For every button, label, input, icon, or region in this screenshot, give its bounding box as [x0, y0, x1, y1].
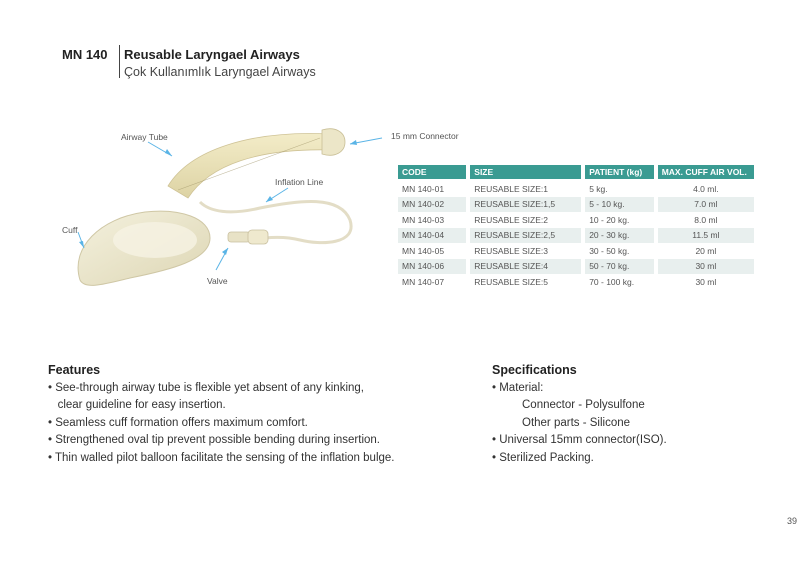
cell-size: REUSABLE SIZE:1 [474, 183, 548, 194]
cell-size: REUSABLE SIZE:5 [474, 276, 548, 287]
inflation-line [200, 201, 351, 242]
list-item: • Material: [492, 382, 544, 394]
cell-code: MN 140-06 [398, 259, 466, 275]
cell-size: REUSABLE SIZE:2 [474, 214, 548, 225]
cell-cuff-vol: 20 ml [695, 245, 717, 256]
cell-patient: 10 - 20 kg. [589, 214, 630, 225]
product-title-turkish: Çok Kullanımlık Laryngael Airways [124, 65, 316, 79]
list-item: • Thin walled pilot balloon facilitate the sensing of the inflation bulge. [48, 451, 395, 464]
list-item: Other parts - Silicone [522, 416, 631, 429]
product-title-english: Reusable Laryngael Airways [124, 47, 300, 62]
connector [322, 129, 345, 156]
cell-code: MN 140-04 [398, 228, 466, 244]
cell-size: REUSABLE SIZE:4 [470, 259, 581, 275]
table-row [398, 197, 754, 213]
label-15mm-connector: 15 mm Connector [391, 131, 459, 141]
list-item: • See-through airway tube is flexible yet absent of any kinking, [48, 382, 364, 394]
table-row [398, 259, 754, 275]
list-item: Connector - Polysulfone [522, 399, 645, 412]
cell-cuff-vol: 4.0 ml. [693, 183, 719, 194]
cell-patient: 50 - 70 kg. [585, 259, 654, 275]
list-item: • Seamless cuff formation offers maximum comfort. [48, 416, 308, 429]
product-size-table [394, 165, 758, 290]
cell-patient: 70 - 100 kg. [589, 276, 635, 287]
label-inflation-line: Inflation Line [275, 177, 324, 187]
table-row [398, 243, 754, 259]
cell-code: MN 140-01 [402, 183, 445, 194]
table-row [398, 274, 754, 290]
table-row [398, 228, 754, 244]
cell-patient: 30 - 50 kg. [589, 245, 630, 256]
column-header-code: CODE [398, 165, 466, 181]
table-row [398, 181, 754, 197]
cell-size: REUSABLE SIZE:3 [474, 245, 548, 256]
cell-code: MN 140-07 [402, 276, 445, 287]
specifications-heading: Specifications [492, 363, 577, 377]
table-row [398, 212, 754, 228]
column-header-size: SIZE [470, 165, 581, 181]
cell-code: MN 140-05 [402, 245, 445, 256]
cell-patient: 5 kg. [589, 183, 608, 194]
header-divider [119, 45, 120, 78]
cell-size: REUSABLE SIZE:1,5 [470, 197, 581, 213]
label-cuff: Cuff [62, 225, 78, 235]
airway-tube [168, 133, 332, 198]
cell-cuff-vol: 11.5 ml [658, 228, 754, 244]
cell-code: MN 140-02 [398, 197, 466, 213]
page-number: 39 [787, 516, 798, 526]
specifications-list [492, 380, 667, 467]
column-header-patient: PATIENT (kg) [585, 165, 654, 181]
cell-patient: 20 - 30 kg. [585, 228, 654, 244]
list-item: clear guideline for easy insertion. [48, 399, 226, 412]
valve-icon [228, 230, 268, 244]
cell-patient: 5 - 10 kg. [585, 197, 654, 213]
label-airway-tube: Airway Tube [121, 132, 168, 142]
features-list [48, 380, 394, 467]
features-heading: Features [48, 363, 101, 377]
cell-cuff-vol: 30 ml [695, 276, 717, 287]
list-item: • Sterilized Packing. [492, 451, 594, 464]
label-valve: Valve [207, 276, 228, 286]
column-header-max-cuff-air-vol: MAX. CUFF AIR VOL. [658, 165, 754, 181]
cell-code: MN 140-03 [402, 214, 445, 225]
cell-size: REUSABLE SIZE:2,5 [470, 228, 581, 244]
table-header-row [398, 165, 754, 181]
cell-cuff-vol: 8.0 ml [694, 214, 718, 225]
list-item: • Strengthened oval tip prevent possible bending during insertion. [48, 434, 380, 447]
cell-cuff-vol: 7.0 ml [658, 197, 754, 213]
cell-cuff-vol: 30 ml [658, 259, 754, 275]
list-item: • Universal 15mm connector(ISO). [492, 434, 667, 447]
product-code: MN 140 [62, 47, 108, 62]
